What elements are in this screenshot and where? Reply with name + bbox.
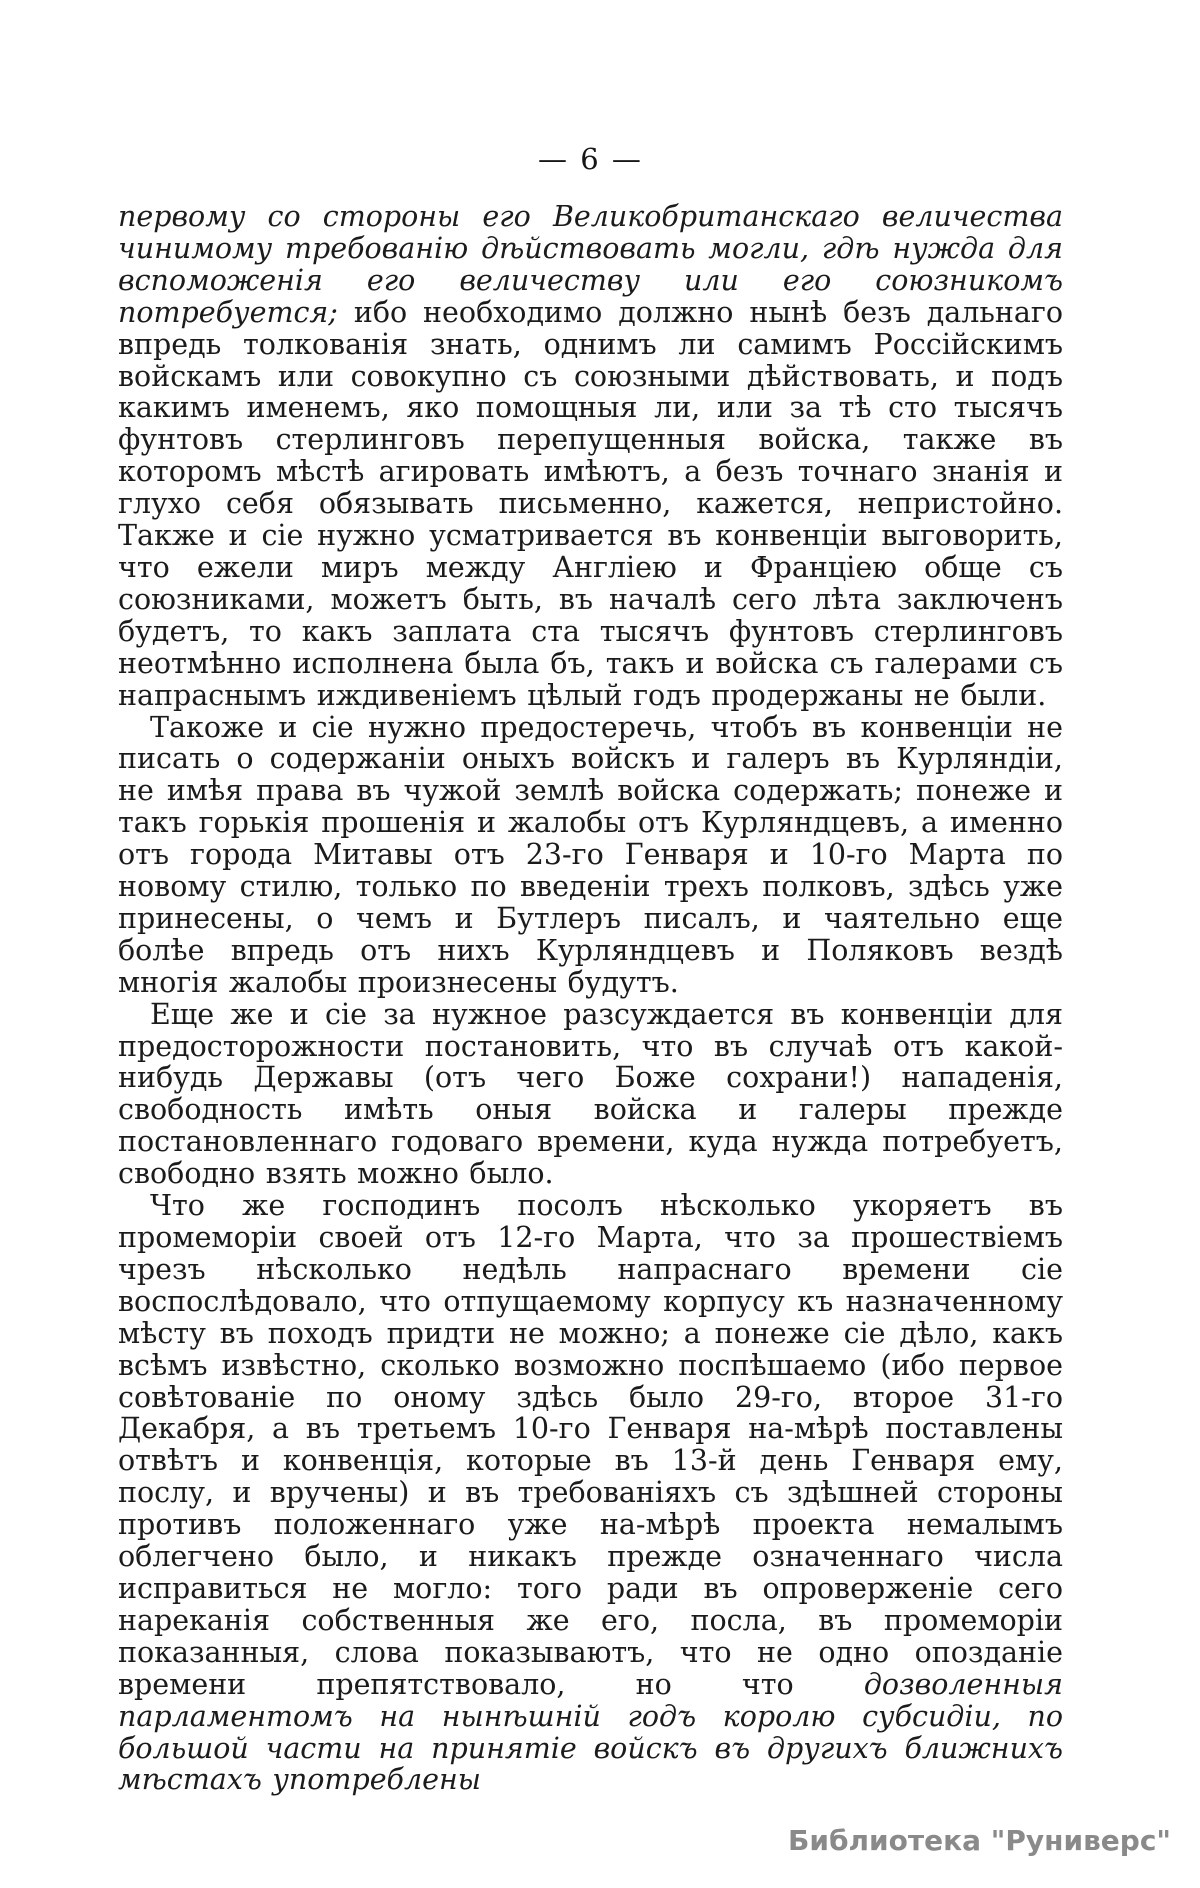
watermark: Библиотека "Руниверс": [788, 1824, 1172, 1857]
text-segment: Что же господинъ посолъ нѣсколько укоряетъ въ промеморіи своей отъ 12-го Марта, что за прошествіемъ чрезъ нѣсколько недѣль напраснаго времени сіе воспослѣдовало, что отпущаемому корпусу къ назначенному мѣсту въ походъ придти не можно; а понеже сіе дѣло, какъ всѣмъ извѣстно, сколько возможно поспѣшаемо (ибо первое совѣтованіе по оному здѣсь было 29-го, второе 31-го Декабря, а въ третьемъ 10-го Генваря на-мѣрѣ поставлены отвѣтъ и конвенція, которые въ 13-й день Генваря ему, послу, и вручены) и въ требованіяхъ съ здѣшней стороны противъ положеннаго уже на-мѣрѣ проекта немалымъ облегчено было, и никакъ прежде означеннаго числа исправиться не могло: того ради въ опроверженіе сего нареканія собственныя же его, посла, въ промеморіи показанныя, слова показываютъ, что не одно опозданіе времени препятствовало, но что: [118, 1189, 1063, 1701]
italic-text-segment: первому со стороны его Великобританскаго величества чинимому требованію дѣйствовать могли, гдѣ нужда для вспоможенія его величеству или его союзникомъ потребуется;: [118, 200, 1063, 329]
text-block: [118, 201, 1063, 1796]
text-segment: Еще же и сіе за нужное разсуждается въ конвенціи для предосторожности постановить, что въ случаѣ отъ какой-нибудь Державы (отъ чего Боже сохрани!) нападенія, свободность имѣть оныя войска и галеры прежде постановленнаго годоваго времени, куда нужда потребуетъ, свободно взять можно было.: [118, 997, 1063, 1191]
page-number: — 6 —: [538, 142, 643, 176]
paragraph: [118, 712, 1063, 999]
paragraph: [118, 999, 1063, 1190]
paragraph: [118, 1190, 1063, 1796]
text-segment: ибо необходимо должно нынѣ безъ дальнаго впредь толкованія знать, однимъ ли самимъ Россійскимъ войскамъ или совокупно съ союзными дѣйствовать, и подъ какимъ именемъ, яко помощныя ли, или за тѣ сто тысячъ фунтовъ стерлинговъ перепущенныя войска, также въ которомъ мѣстѣ агировать имѣютъ, а безъ точнаго знанія и глухо себя обязывать письменно, кажется, непристойно. Также и сіе нужно усматривается въ конвенціи выговорить, что ежели миръ между Англіею и Франціею обще съ союзниками, можетъ быть, въ началѣ сего лѣта заключенъ будетъ, то какъ заплата ста тысячъ фунтовъ стерлинговъ неотмѣнно исполнена была бъ, такъ и войска съ галерами съ напраснымъ иждивеніемъ цѣлый годъ продержаны не были.: [118, 295, 1063, 712]
italic-text-segment: дозволенныя парламентомъ на нынѣшній годъ королю субсидіи, по большой части на принятіе войскъ въ другихъ ближнихъ мѣстахъ употреблены: [118, 1667, 1063, 1797]
text-segment: Такоже и сіе нужно предостеречь, чтобъ въ конвенціи не писать о содержаніи оныхъ войскъ и галеръ въ Курляндіи, не имѣя права въ чужой землѣ войска содержать; понеже и такъ горькія прошенія и жалобы отъ Курляндцевъ, а именно отъ города Митавы отъ 23-го Генваря и 10-го Марта по новому стилю, только по введеніи трехъ полковъ, здѣсь уже принесены, о чемъ и Бутлеръ писалъ, и чаятельно еще болѣе впредь отъ нихъ Курляндцевъ и Поляковъ вездѣ многія жалобы произнесены будутъ.: [118, 710, 1063, 999]
paragraph: [118, 201, 1063, 712]
